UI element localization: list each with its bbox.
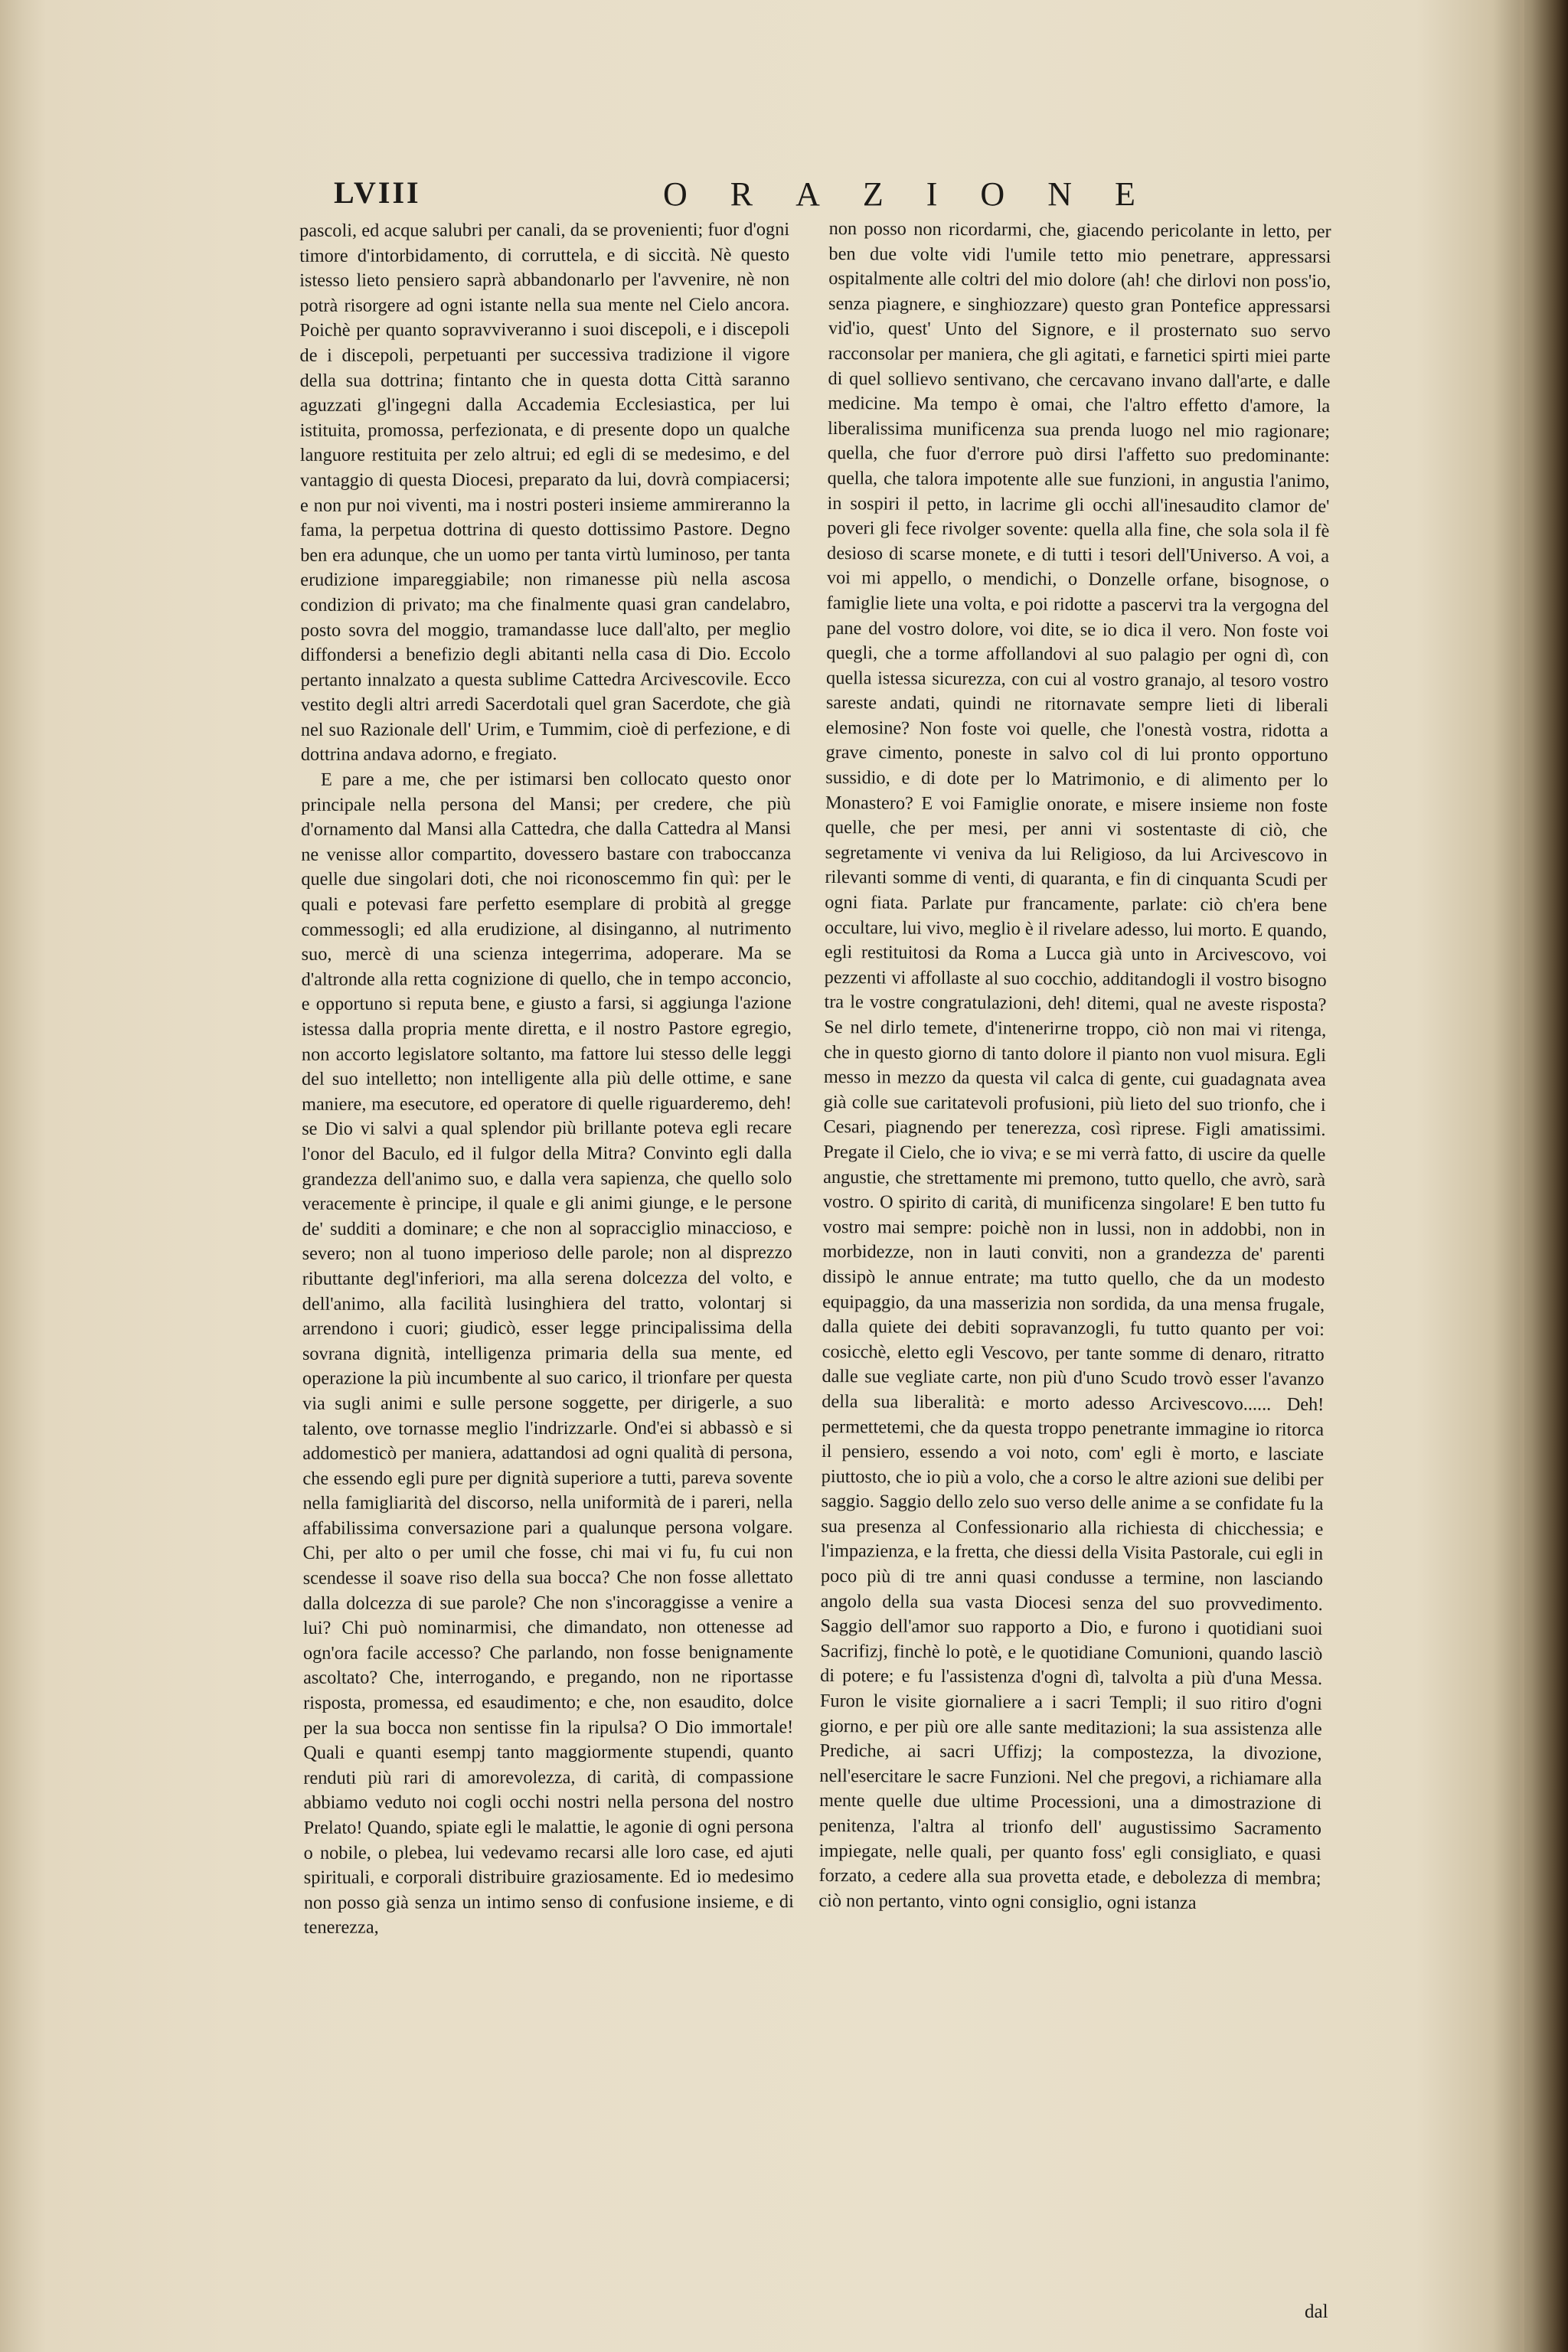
right-paragraph-1: non posso non ricordarmi, che, giacendo pericolante in letto, per ben due volte vidi l'umile tetto mio penetrare, appressarsi ospitalmente alle coltri del mio dolore (ah! che dirlovi non poss'io, senza piagnere, e singhiozzare) questo gran Pontefice appressarsi vid'io, quest' Unto del Signore, e il prosternato suo servo racconsolar per maniera, che gli agitati, e farnetici spirti miei parte di quel sollievo sentivano, che cercavano invano dall'arte, e dalle medicine. Ma tempo è omai, che l'altro effetto d'amore, la liberalissima munificenza sua prenda luogo nel mio ragionare; quella, che fuor d'errore può dirsi l'affetto suo predominante: quella, che talora impotente alle sue funzioni, in angustia l'animo, in sospiri il petto, in lacrime gli occhi all'inesaudito clamor de' poveri gli fece rivolger sovente: quella alla fine, che sola sola il fè desioso di scarse monete, e di tutti i tesori dell'Universo. A voi, a voi mi appello, o mendichi, o Donzelle orfane, bisognose, o famiglie liete una volta, e poi ridotte a pascervi tra la vergogna del pane del vostro dolore, voi dite, se io dica il vero. Non foste voi quegli, che a torme affollandovi al suo palagio per ogni dì, con quella istessa sicurezza, con cui al vostro granajo, al tesoro vostro sareste andati, quindi ne ritornavate sempre lieti di liberali elemosine? Non foste voi quelle, che l'onestà vostra, ridotta a grave cimento, poneste in salvo col di lui pronto opportuno sussidio, e di dote per lo Matrimonio, e di alimento per lo Monastero? E voi Famiglie onorate, e misere insieme non foste quelle, che per mesi, per anni vi sostentaste di ciò, che segretamente vi veniva da lui Religioso, da lui Arcivescovo in rilevanti somme di venti, di quaranta, e fin di cinquanta Scudi per ogni fiata. Parlate pur francamente, parlate: ciò ch'era bene occultare, lui vivo, meglio è il rivelare adesso, lui morto. E quando, egli restituitosi da Roma a Lucca già unto in Arcivescovo, voi pezzenti vi affollaste al suo cocchio, additandogli il vostro bisogno tra le vostre congratulazioni, deh! ditemi, qual ne aveste risposta? Se nel dirlo temete, d'intenerirne troppo, ciò non mai vi ritenga, che in questo giorno di tanto dolore il pianto non vuol misura. Egli messo in mezzo da questa vil calca di gente, cui guadagnata avea già colle sue caritatevoli profusioni, più lieto del suo trionfo, che i Cesari, piagnendo per tenerezza, così riprese. Figli amatissimi. Pregate il Cielo, che io viva; e se mi verrà fatto, di uscire da quelle angustie, che strettamente mi premono, tutto quello, che avrò, sarà vostro. O spirito di carità, di munificenza singolare! E ben tutto fu vostro mai sempre: poichè non in lussi, non in addobbi, non in morbidezze, non in lauti conviti, non a grandezza de' parenti dissipò le annue entrate; ma tutto quello, che da un modesto equipaggio, da una masserizia non sordida, da una mensa frugale, dalla quiete dei debiti sopravanzogli, fu tutto quanto per voi: cosicchè, eletto egli Vescovo, per tante somme di denaro, ritratto dalle sue vegliate carte, non più d'uno Scudo trovò esser l'avanzo della sua liberalità: e morto adesso Arcivescovo...... Deh! permettetemi, che da questa troppo penetrante immagine io ritorca il pensiero, essendo a voi noto, com' egli è morto, e lasciate piuttosto, che io più a volo, che a corso le altre azioni sue delibi per saggio. Saggio dello zelo suo verso delle anime a se confidate fu la sua presenza al Confessionario alla richiesta di chicchessia; e l'impazienza, e la fretta, che diessi della Visita Pastorale, cui egli in poco più di tre anni quasi condusse a termine, non lasciando angolo della sua vasta Diocesi senza del suo provvedimento. Saggio dell'amor suo rapporto a Dio, e furono i quotidiani suoi Sacrifizj, finchè lo potè, e le quotidiane Comunioni, quando lasciò di potere; e fu l'assistenza d'ogni dì, talvolta a più d'una Messa. Furon le visite giornaliere a i sacri Templi; il suo ritiro d'ogni giorno, e per più ore alle sante meditazioni; la sua assistenza alle Prediche, ai sacri Uffizj; la compostezza, la divozione, nell'esercitare le sacre Funzioni. Nel che pregovi, a richiamare alla mente quelle due ultime Processioni, una a dimostrazione di penitenza, l'altra al trionfo dell' augustissimo Sacramento impiegate, nelle quali, per quanto foss' egli consigliato, e quasi forzato, a cedere alla sua provetta etade, e debolezza di membra; ciò non pertanto, vinto ogni consiglio, ogni istanza xyxy=(818,218,1331,1913)
catchword: dal xyxy=(1305,2301,1328,2322)
page-number: LVIII xyxy=(334,175,421,210)
right-text-column xyxy=(818,217,1331,1916)
running-title: ORAZIONE xyxy=(663,175,1178,213)
left-paragraph-2: E pare a me, che per istimarsi ben collocato questo onor principale nella persona del Mansi; per credere, che più d'ornamento dal Mansi alla Cattedra, che dalla Cattedra al Mansi ne venisse allor compartito, dovessero bastare con traboccanza quelle due singolari doti, che noi riconoscemmo fin quì: per le quali e potevasi fare perfetto esemplare di probità al gregge commessogli; ed alla erudizione, al disinganno, al nutrimento suo, mercè di una scienza integerrima, adoperare. Ma se d'altronde alla retta cognizione di quello, che in tempo acconcio, e opportuno si reputa bene, e giusto a farsi, si aggiunga l'azione istessa dalla propria mente diretta, e il nostro Pastore egregio, non accorto legislatore soltanto, ma fattore lui stesso delle leggi del suo intelletto; non intelligente alla più delle ottime, e sane maniere, ma esecutore, ed operatore di quelle riguarderemo, deh! se Dio vi salvi a qual splendor più brillante poteva egli recare l'onor del Baculo, ed il fulgor della Mitra? Convinto egli dalla grandezza dell'animo suo, e dalla vera sapienza, che quello solo veracemente è principe, il quale e gli animi giunge, e le persone de' sudditi a dominare; e che non al sopracciglio minaccioso, e severo; non al tuono imperioso delle parole; non al disprezzo ributtante degl'inferiori, ma alla serena dolcezza del volto, e dell'animo, alla facilità lusinghiera del tratto, volontarj si arrendono i cuori; giudicò, esser legge principalissima della sovrana dignità, intelligenza primaria della sua mente, ed operazione la più incumbente al suo carico, il trionfare per questa via sugli animi e sulle persone soggette, per dirigerle, a suo talento, ove tornasse meglio l'indrizzarle. Ond'ei si abbassò e si addomesticò per maniera, adattandosi ad ogni qualità di persona, che essendo egli pure per dignità superiore a tutti, pareva sovente nella famigliarità del discorso, nella uniformità de i pareri, nella affabilissima conversazione pari a qualunque persona volgare. Chi, per alto o per umil che fosse, chi mai vi fu, fu cui non scendesse il soave riso della sua bocca? Che non fosse allettato dalla dolcezza di sue parole? Che non s'incoraggisse a venire a lui? Chi può nominarmisi, che dimandato, non ottenesse ad ogn'ora facile accesso? Che parlando, non fosse benignamente ascoltato? Che, interrogando, e pregando, non ne riportasse risposta, promessa, ed esaudimento; e che, non esaudito, dolce per la sua bocca non sentisse fin la ripulsa? O Dio immortale! Quali e quanti esempj tanto maggiormente stupendi, quanto renduti più rari di amorevolezza, di carità, di compassione abbiamo veduto noi cogli occhi nostri nella persona del nostro Prelato! Quando, spiate egli le malattie, le agonie di ogni persona o nobile, o plebea, lui vedevamo recarsi alle loro case, ed ajuti spirituali, e corporali distribuire graziosamente. Ed io medesimo non posso già senza un intimo senso di confusione insieme, e di tenerezza, xyxy=(301,768,794,1939)
running-header xyxy=(334,175,1314,220)
left-text-column xyxy=(299,217,794,1941)
left-paragraph-1: pascoli, ed acque salubri per canali, da se provenienti; fuor d'ogni timore d'intorbidamento, di corruttela, e di siccità. Nè questo istesso lieto pensiero saprà abbandonarlo per l'avvenire, nè non potrà risorgere ad ogni istante nella sua mente nel Cielo ancora. Poichè per quanto sopravviveranno i suoi discepoli, e i discepoli de i discepoli, perpetuanti per successiva tradizione il vigore della sua dottrina; fintanto che in questa dotta Città saranno aguzzati gl'ingegni dalla Accademia Ecclesiastica, per lui istituita, promossa, perfezionata, e di presente dopo un qualche languore restituita per zelo altrui; ed egli di se medesimo, e del vantaggio di questa Diocesi, preparato da lui, dovrà compiacersi; e non pur noi viventi, ma i nostri posteri insieme ammireranno la fama, la perpetua dottrina di questo dottissimo Pastore. Degno ben era adunque, che un uomo per tanta virtù luminoso, per tanta erudizione impareggiabile; non rimanesse più nella ascosa condizion di privato; ma che finalmente quasi gran candelabro, posto sovra del moggio, tramandasse luce dall'alto, per meglio diffondersi a benefizio degli abitanti nella casa di Dio. Eccolo pertanto innalzato a questa sublime Cattedra Arcivescovile. Ecco vestito degli altri arredi Sacerdotali quel gran Sacerdote, che già nel suo Razionale dell' Urim, e Tummim, cioè di perfezione, e di dottrina andava adorno, e fregiato. xyxy=(299,219,791,766)
